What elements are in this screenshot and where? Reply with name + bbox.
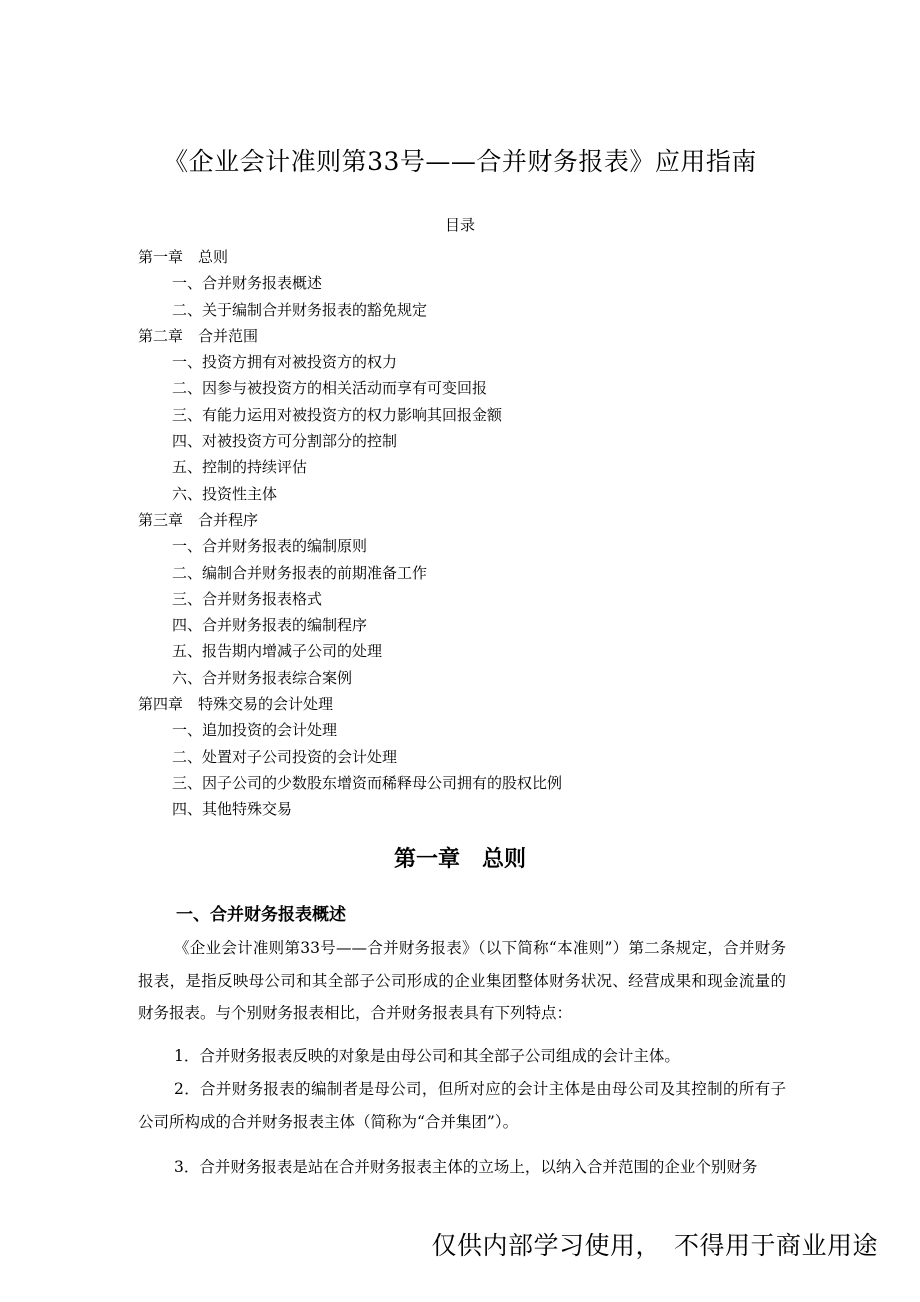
toc-item: 二、关于编制合并财务报表的豁免规定 (172, 300, 428, 319)
toc-item: 一、追加投资的会计处理 (172, 721, 338, 740)
toc-item: 一、合并财务报表概述 (172, 274, 323, 293)
footer-disclaimer: 仅供内部学习使用， 不得用于商业用途 (431, 1231, 878, 1260)
toc-chapter-4: 第四章 特殊交易的会计处理 (138, 695, 334, 714)
toc-item: 四、合并财务报表的编制程序 (172, 616, 368, 635)
toc-item: 三、合并财务报表格式 (172, 589, 323, 608)
document-title: 《企业会计准则第33号——合并财务报表》应用指南 (163, 147, 757, 176)
toc-item: 四、其他特殊交易 (172, 800, 293, 819)
toc-item: 二、处置对子公司投资的会计处理 (172, 747, 398, 766)
toc-item: 二、编制合并财务报表的前期准备工作 (172, 563, 428, 582)
section-heading: 一、合并财务报表概述 (176, 905, 346, 925)
body-paragraph-point-2: 2．合并财务报表的编制者是母公司，但所对应的会计主体是由母公司及其控制的所有子公司所构成的合并财务报表主体（简称为“合并集团”）。 (138, 1080, 786, 1131)
body-paragraph-intro: 《企业会计准则第33号——合并财务报表》（以下简称“本准则”）第二条规定，合并财务报表，是指反映母公司和其全部子公司形成的企业集团整体财务状况、经营成果和现金流量的财务报表。与个别财务报表相比，合并财务报表具有下列特点： (138, 939, 786, 1022)
toc-item: 五、控制的持续评估 (172, 458, 308, 477)
toc-chapter-1: 第一章 总则 (138, 248, 229, 266)
body-paragraph-point-1: 1．合并财务报表反映的对象是由母公司和其全部子公司组成的会计主体。 (174, 1047, 680, 1065)
chapter-heading: 第一章 总则 (393, 847, 526, 872)
toc-chapter-2: 第二章 合并范围 (138, 326, 259, 345)
toc-chapter-3: 第三章 合并程序 (138, 510, 259, 529)
toc-item: 六、投资性主体 (172, 484, 278, 503)
toc-item: 三、有能力运用对被投资方的权力影响其回报金额 (172, 405, 503, 424)
toc-item: 一、合并财务报表的编制原则 (172, 537, 368, 556)
toc-item: 二、因参与被投资方的相关活动而享有可变回报 (172, 379, 488, 398)
toc-item: 一、投资方拥有对被投资方的权力 (172, 353, 398, 372)
toc-item: 五、报告期内增减子公司的处理 (172, 642, 383, 661)
body-paragraph-point-3: 3．合并财务报表是站在合并财务报表主体的立场上，以纳入合并范围的企业个别财务 (174, 1158, 758, 1176)
toc-heading: 目录 (444, 216, 475, 234)
toc-item: 四、对被投资方可分割部分的控制 (172, 432, 398, 451)
toc-item: 六、合并财务报表综合案例 (172, 668, 353, 687)
toc-item: 三、因子公司的少数股东增资而稀释母公司拥有的股权比例 (172, 773, 563, 792)
table-of-contents (138, 244, 838, 823)
